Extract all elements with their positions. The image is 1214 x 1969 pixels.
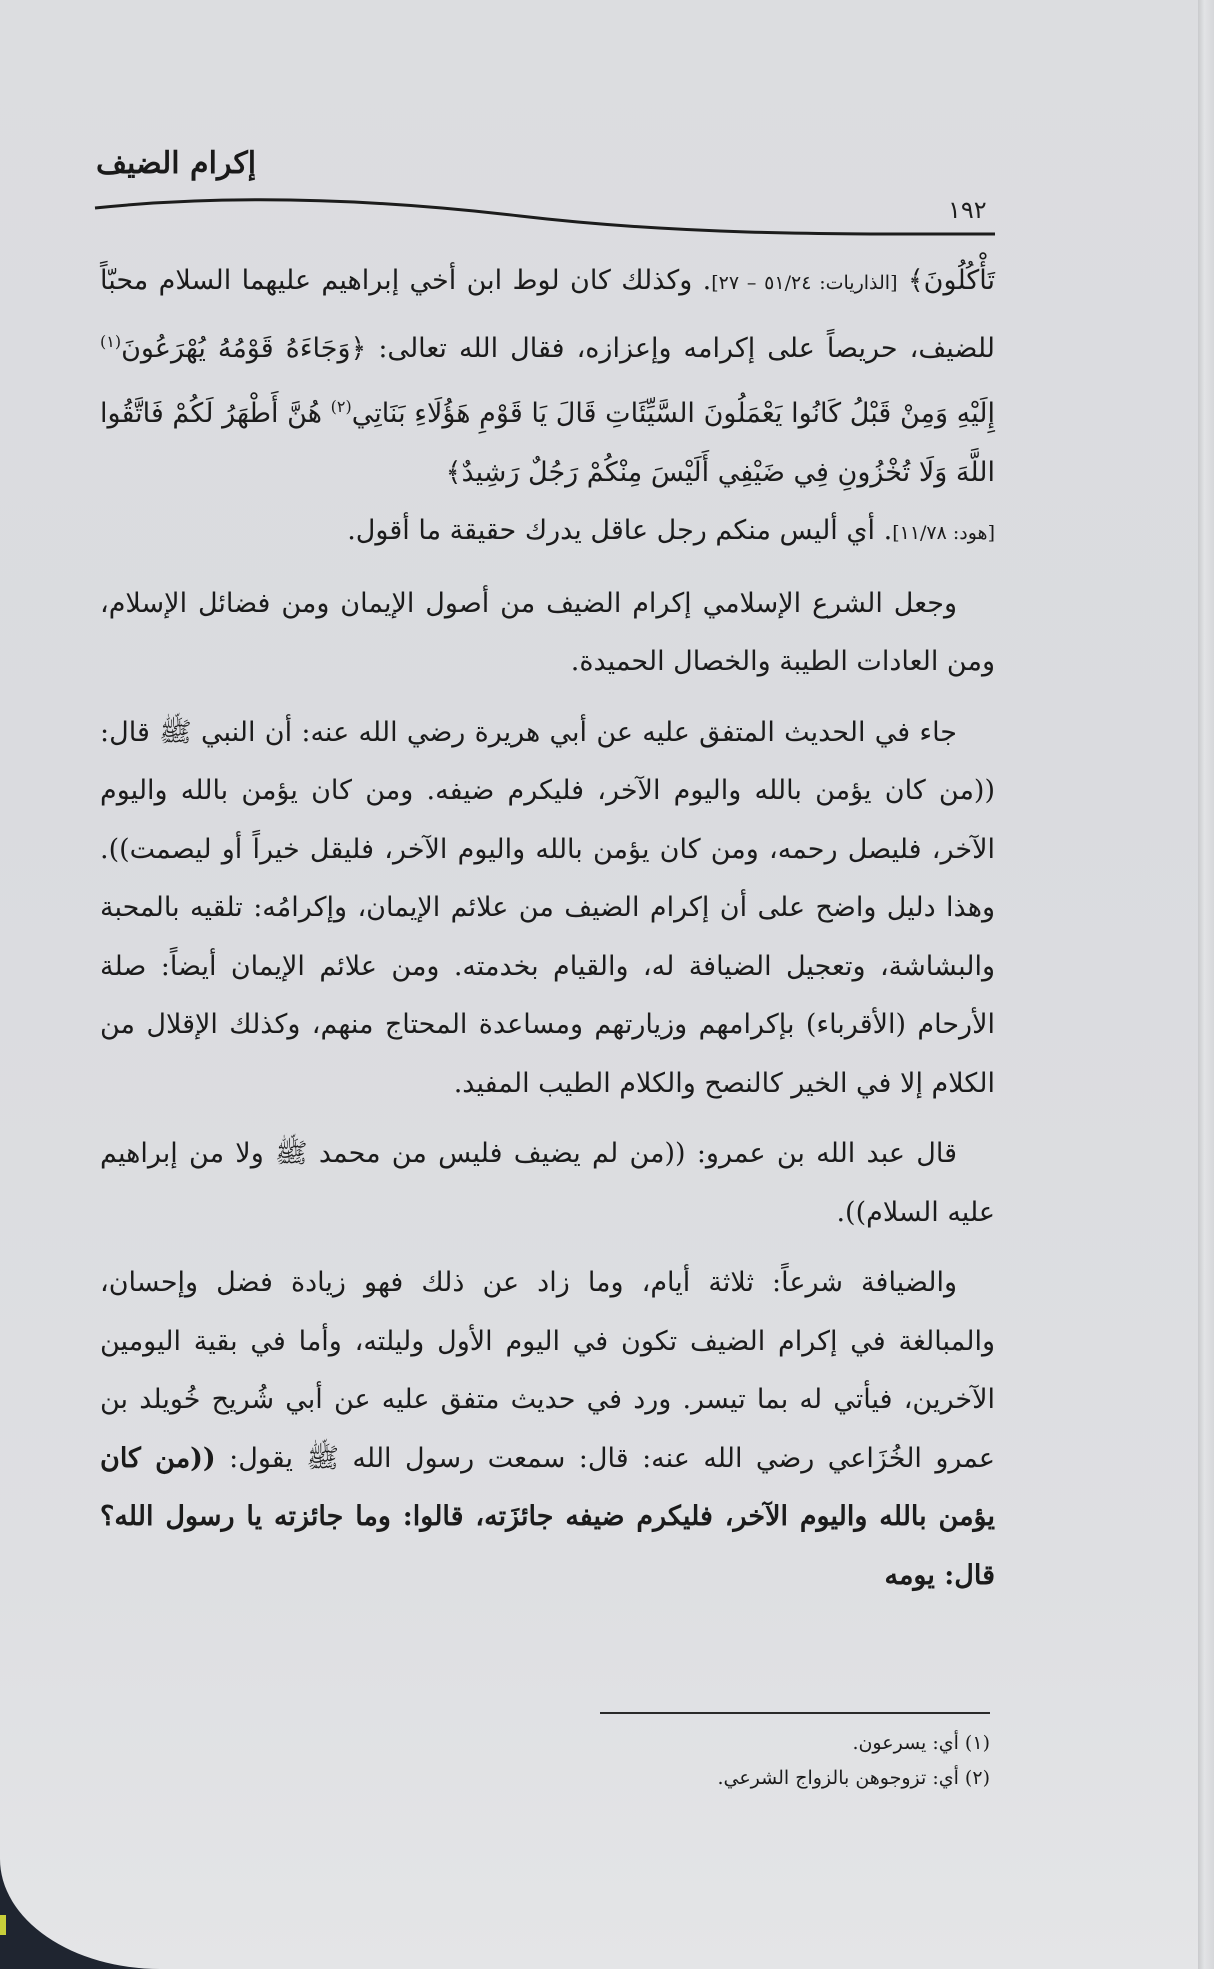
paragraph-sharia: وجعل الشرع الإسلامي إكرام الضيف من أصول الإيمان ومن فضائل الإسلام، ومن العادات الطيبة والخصال الحميدة. (100, 587, 995, 677)
verse-reference: [هود: ١١/٧٨] (892, 522, 995, 544)
paragraph-text: والضيافة شرعاً: ثلاثة أيام، وما زاد عن ذلك فهو زيادة فضل وإحسان، والمبالغة في إكرام الضيف تكون في اليوم الأول وليلته، وأما في بقية اليومين الآخرين، فيأتي له بما تيسر. ورد في حديث متفق عليه عن أبي شُريح خُويلد بن عمرو الخُزَاعي رضي الله عنه: قال: سمعت رسول الله ﷺ يقول: (100, 1267, 995, 1474)
body-text (100, 252, 995, 1605)
quran-verse: هُنَّ أَطْهَرُ لَكُمْ فَاتَّقُوا اللَّهَ وَلَا تُخْزُونِ فِي ضَيْفِي أَلَيْسَ مِنْكُمْ رَجُلٌ رَشِيدٌ﴾ (100, 398, 995, 488)
paragraph-text: . وكذلك كان لوط ابن أخي إبراهيم عليهما السلام محبّاً للضيف، حريصاً على إكرامه وإعزازه، فقال الله تعالى: (100, 265, 995, 364)
quran-verse: ﴿وَجَاءَهُ قَوْمُهُ يُهْرَعُونَ (121, 332, 367, 364)
background-object (0, 1915, 6, 1935)
paragraph-text: . أي أليس منكم رجل عاقل يدرك حقيقة ما أقول. (347, 515, 893, 546)
running-title: إكرام الضيف (96, 146, 257, 181)
page-edge (1198, 0, 1214, 1969)
quran-verse: تَأْكُلُونَ﴾ (907, 265, 995, 296)
footnote-marker-1[interactable]: (١) (100, 331, 122, 351)
footnote-1: (١) أي: يسرعون. (852, 1732, 990, 1754)
footnotes (500, 1726, 990, 1796)
hadith-quote-bold: ((من كان يؤمن بالله واليوم الآخر، فليكرم ضيفه جائزَته، قالوا: وما جائزته يا رسول الله؟ قال: يومه (100, 1442, 995, 1591)
paragraph-lot (100, 252, 995, 563)
header-rule (90, 190, 1000, 250)
footnote-2: (٢) أي: تزوجوهن بالزواج الشرعي. (717, 1767, 990, 1789)
paragraph-hospitality-duration (100, 1254, 995, 1605)
paragraph-hadith-abu-hurayra: جاء في الحديث المتفق عليه عن أبي هريرة رضي الله عنه: أن النبي ﷺ قال: ((من كان يؤمن بالله واليوم الآخر، فليكرم ضيفه. ومن كان يؤمن بالله واليوم الآخر، فليصل رحمه، ومن كان يؤمن بالله واليوم الآخر، فليقل خيراً أو ليصمت)). وهذا دليل واضح على أن إكرام الضيف من علائم الإيمان، وإكرامُه: تلقيه بالمحبة والبشاشة، وتعجيل الضيافة له، والقيام بخدمته. ومن علائم الإيمان أيضاً: صلة الأرحام (الأقرباء) بإكرامهم وزيارتهم ومساعدة المحتاج منهم، وكذلك الإقلال من الكلام إلا في الخير كالنصح والكلام الطيب المفيد. (100, 716, 995, 1099)
paragraph-abdullah-ibn-amr: قال عبد الله بن عمرو: ((من لم يضيف فليس من محمد ﷺ ولا من إبراهيم عليه السلام)). (100, 1138, 995, 1228)
footnote-divider (600, 1712, 990, 1714)
footnote-marker-2[interactable]: (٢) (330, 397, 352, 416)
quran-verse: إِلَيْهِ وَمِنْ قَبْلُ كَانُوا يَعْمَلُونَ السَّيِّئَاتِ قَالَ يَا قَوْمِ هَؤُلَاءِ بَنَاتِي (351, 398, 995, 429)
page-number: ١٩٢ (948, 196, 987, 224)
verse-reference: [الذاريات: ٥١/٢٤ – ٢٧] (711, 272, 898, 294)
